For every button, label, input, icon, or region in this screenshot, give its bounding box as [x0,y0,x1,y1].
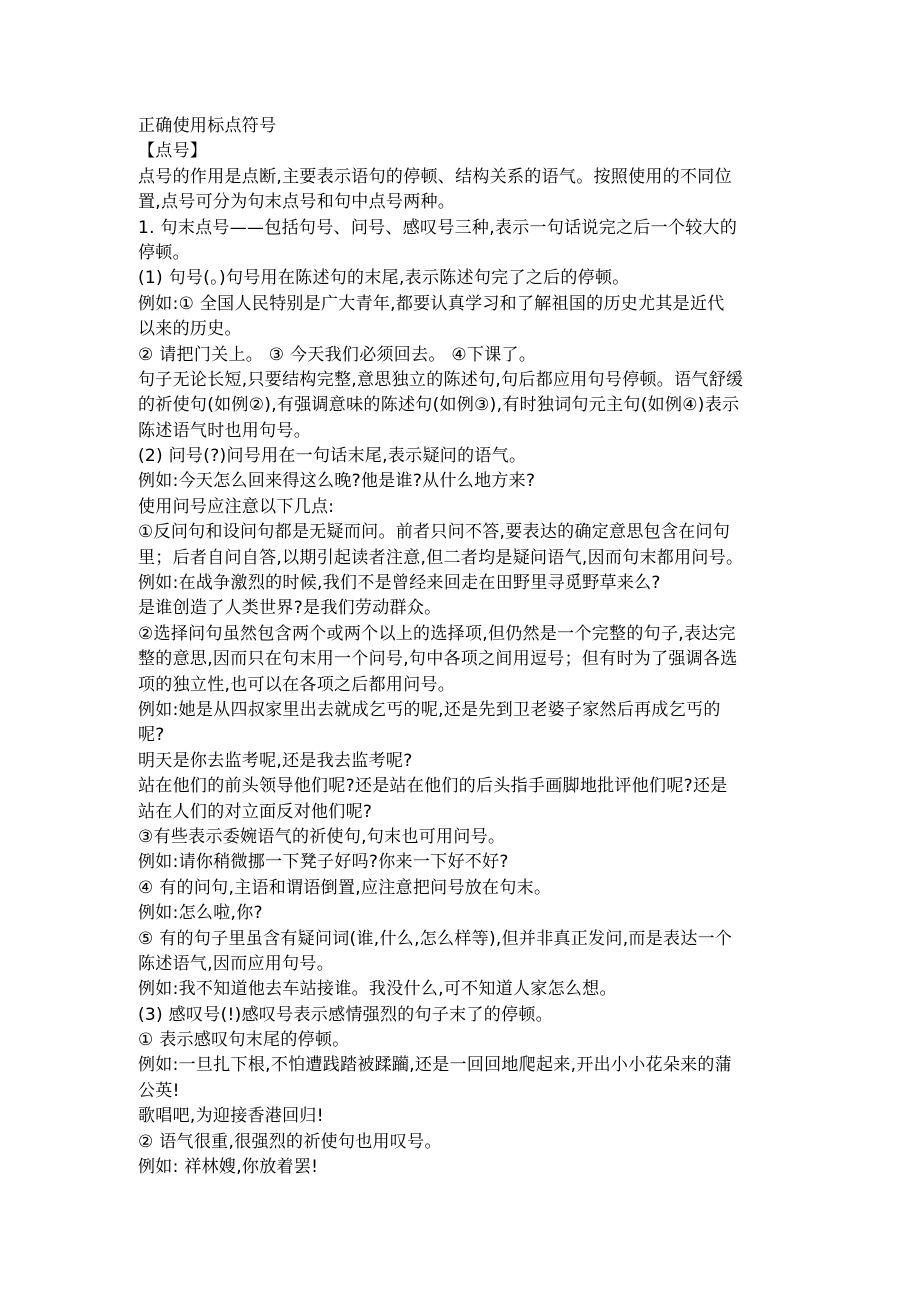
text-line: ①反问句和设问句都是无疑而问。前者只问不答,要表达的确定意思包含在问句 [138,522,731,543]
text-line: (1) 句号(。)句号用在陈述句的末尾,表示陈述句完了之后的停顿。 [138,268,630,289]
text-line: ④ 有的问句,主语和谓语倒置,应注意把问号放在句末。 [138,877,552,898]
text-line: 例如:① 全国人民特别是广大青年,都要认真学习和了解祖国的历史尤其是近代 [138,293,725,314]
text-line: ③有些表示委婉语气的祈使句,句末也可用问号。 [138,826,506,847]
text-line: 以来的历史。 [138,319,242,340]
text-line: 例如: 祥林嫂,你放着罢! [138,1157,319,1178]
text-line: 整的意思,因而只在句末用一个问号,句中各项之间用逗号；但有时为了强调各选 [138,649,738,670]
text-line: 置,点号可分为句末点号和句中点号两种。 [138,192,456,213]
text-line: 例如:请你稍微挪一下凳子好吗?你来一下好不好? [138,852,509,873]
section-heading: 【点号】 [138,141,208,162]
text-line: 例如:怎么啦,你? [138,903,263,924]
text-line: 例如:在战争激烈的时候,我们不是曾经来回走在田野里寻觅野草来么? [138,573,661,594]
text-line: 陈述语气时也用句号。 [138,420,311,441]
text-line: 里；后者自问自答,以期引起读者注意,但二者均是疑问语气,因而句末都用问号。 [138,547,744,568]
text-line: 1. 句末点号——包括句号、问号、感叹号三种,表示一句话说完之后一个较大的 [138,217,738,238]
document-title: 正确使用标点符号 [138,116,277,136]
text-line: ⑤ 有的句子里虽含有疑问词(谁,什么,怎么样等),但并非真正发问,而是表达一个 [138,928,733,949]
text-line: (3) 感叹号(!)感叹号表示感情强烈的句子末了的停顿。 [138,1004,553,1025]
text-line: 歌唱吧,为迎接香港回归! [138,1106,324,1127]
text-line: ② 请把门关上。 ③ 今天我们必须回去。 ④下课了。 [138,344,537,365]
text-line: 例如:我不知道他去车站接谁。我没什么,可不知道人家怎么想。 [138,979,617,1000]
text-line: 站在人们的对立面反对他们呢? [138,801,373,822]
text-line: ② 语气很重,很强烈的祈使句也用叹号。 [138,1131,442,1152]
text-line: 的祈使句(如例②),有强调意味的陈述句(如例③),有时独词句元主句(如例④)表示 [138,395,740,416]
text-line: 例如:她是从四叔家里出去就成乞丐的呢,还是先到卫老婆子家然后再成乞丐的 [138,699,721,720]
text-line: ① 表示感叹句末尾的停顿。 [138,1030,350,1051]
text-line: 停顿。 [138,242,190,263]
text-line: 点号的作用是点断,主要表示语句的停顿、结构关系的语气。按照使用的不同位 [138,166,732,187]
text-line: (2) 问号(?)问号用在一句话末尾,表示疑问的语气。 [138,446,527,467]
text-line: 公英! [138,1080,180,1101]
document-body [138,114,788,1180]
text-line: 使用问号应注意以下几点: [138,496,335,517]
text-line: 例如:今天怎么回来得这么晚?他是谁?从什么地方来? [138,471,536,492]
text-line: 呢? [138,725,165,746]
text-line: 句子无论长短,只要结构完整,意思独立的陈述句,句后都应用句号停顿。语气舒缓 [138,369,744,390]
text-line: 陈述语气,因而应用句号。 [138,953,335,974]
text-line: 是谁创造了人类世界?是我们劳动群众。 [138,598,442,619]
text-line: 例如:一旦扎下根,不怕遭践踏被蹂躏,还是一回回地爬起来,开出小小花朵来的蒲 [138,1055,733,1076]
text-line: 明天是你去监考呢,还是我去监考呢? [138,750,413,771]
text-line: 项的独立性,也可以在各项之后都用问号。 [138,674,456,695]
text-line: 站在他们的前头领导他们呢?还是站在他们的后头指手画脚地批评他们呢?还是 [138,776,728,797]
text-line: ②选择问句虽然包含两个或两个以上的选择项,但仍然是一个完整的句子,表达完 [138,623,736,644]
